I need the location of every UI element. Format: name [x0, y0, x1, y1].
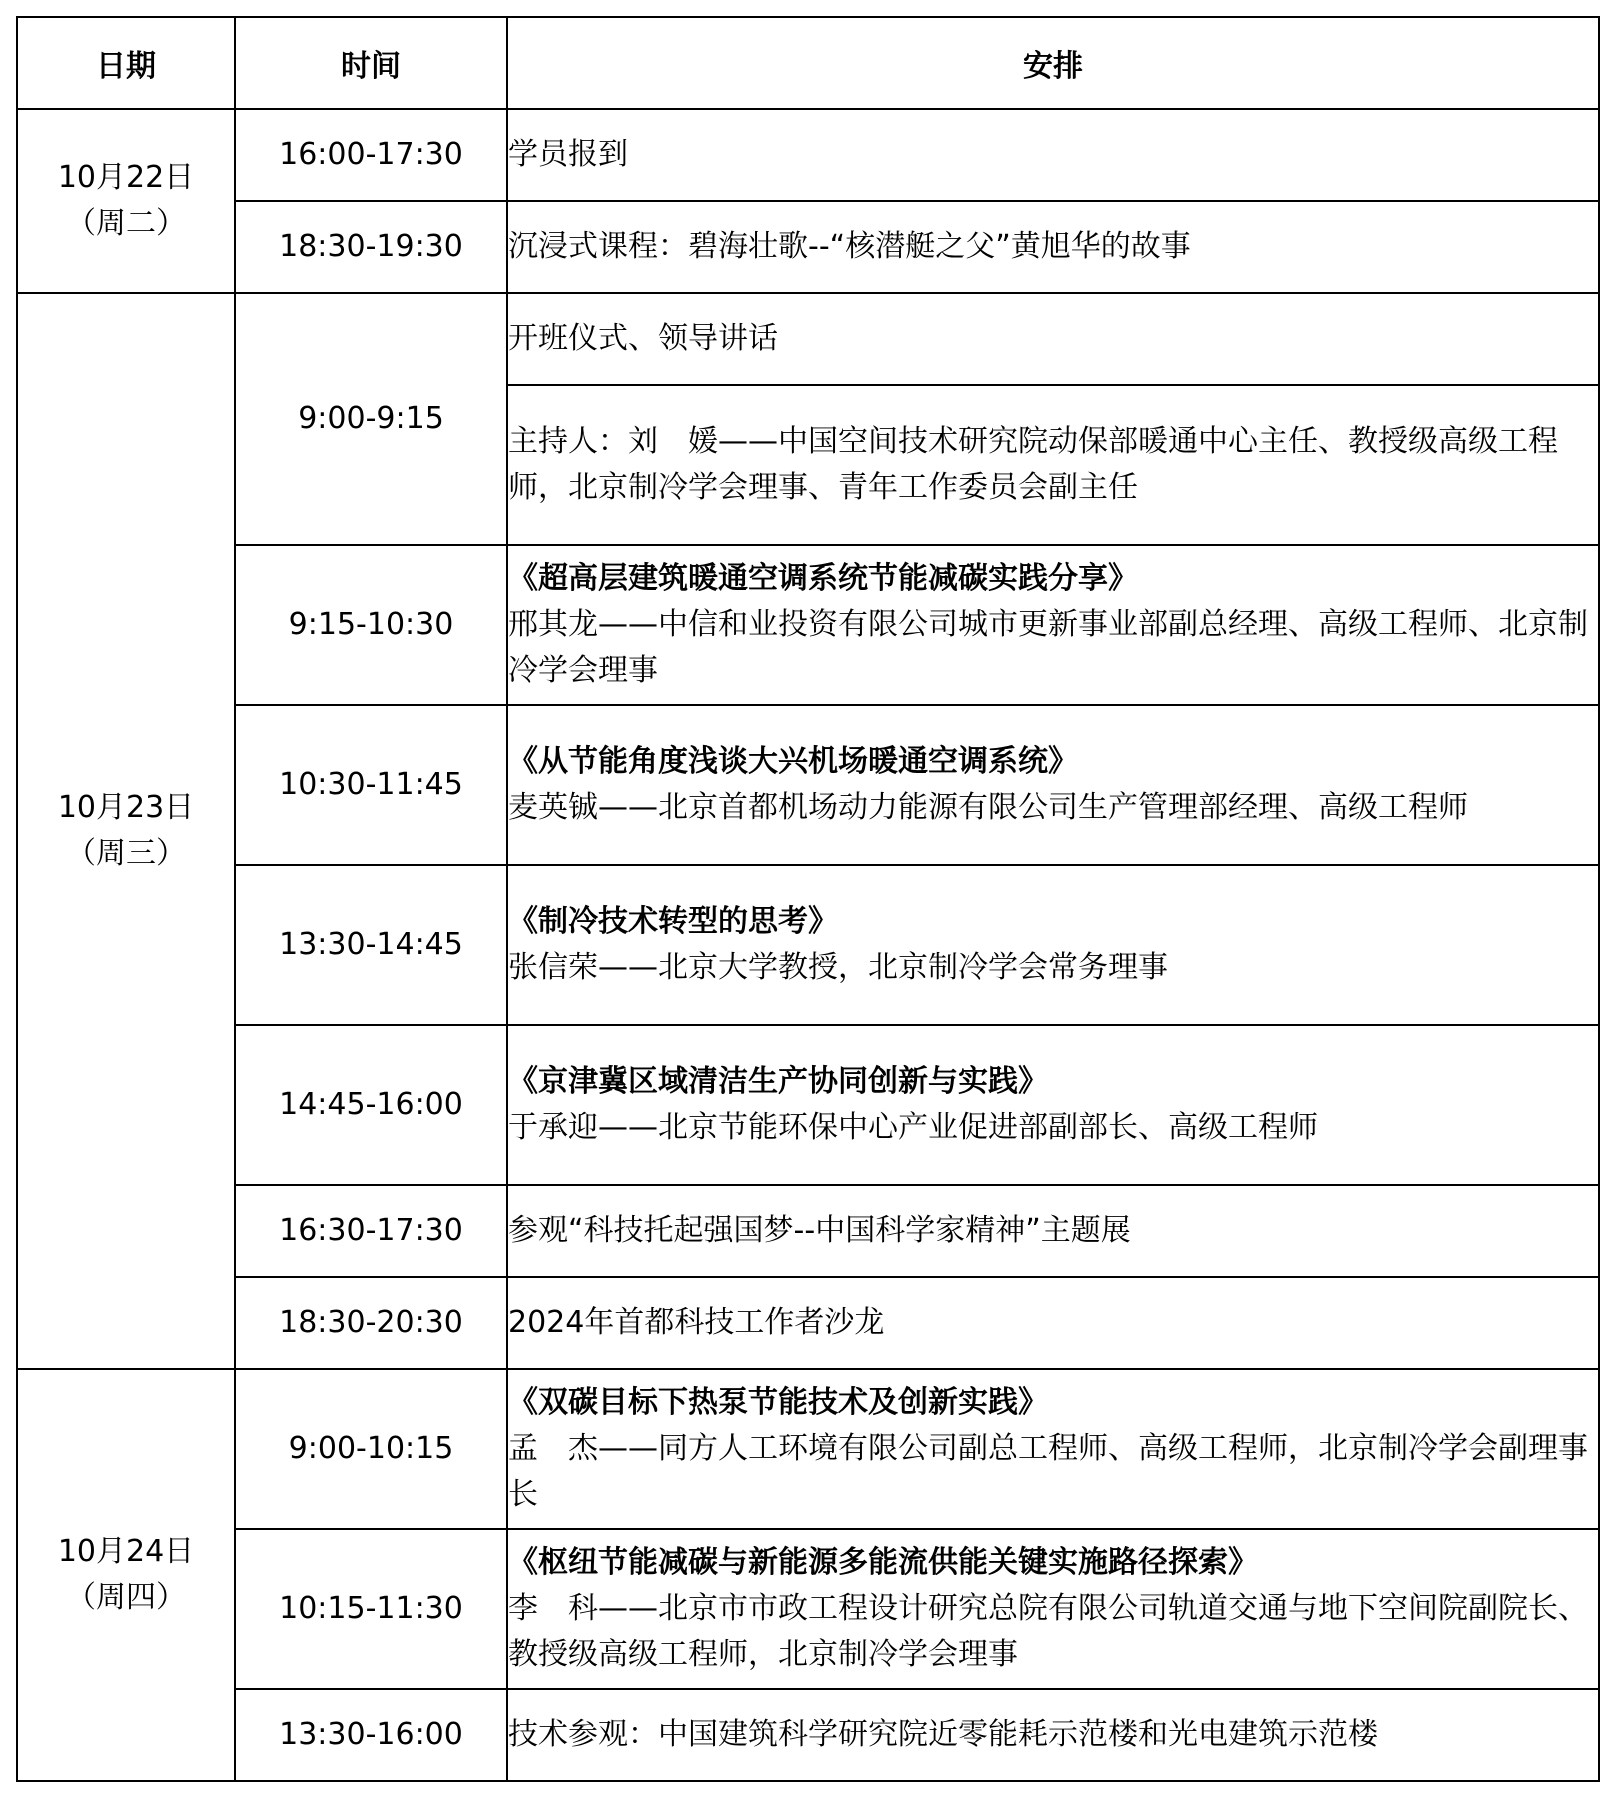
host-cell: 主持人：刘 媛——中国空间技术研究院动保部暖通中心主任、教授级高级工程师，北京制冷学会理事、青年工作委员会副主任 — [507, 385, 1599, 545]
table-row — [17, 545, 1599, 705]
talk-speaker: 邢其龙——中信和业投资有限公司城市更新事业部副总经理、高级工程师、北京制冷学会理事 — [508, 607, 1588, 688]
table-row — [17, 201, 1599, 293]
talk-title: 《从节能角度浅谈大兴机场暖通空调系统》 — [508, 744, 1078, 779]
time-cell: 16:30-17:30 — [235, 1185, 507, 1277]
talk-speaker: 李 科——北京市市政工程设计研究总院有限公司轨道交通与地下空间院副院长、教授级高级工程师，北京制冷学会理事 — [508, 1591, 1588, 1672]
date-text: 10月24日 — [57, 1534, 195, 1569]
talk-cell — [507, 865, 1599, 1025]
table-row — [17, 109, 1599, 201]
date-text: 10月23日 — [57, 790, 195, 825]
talk-cell — [507, 1369, 1599, 1529]
talk-cell — [507, 705, 1599, 865]
time-cell: 9:15-10:30 — [235, 545, 507, 705]
table-row — [17, 865, 1599, 1025]
date-cell — [17, 293, 235, 1369]
time-cell: 13:30-14:45 — [235, 865, 507, 1025]
time-cell: 13:30-16:00 — [235, 1689, 507, 1781]
talk-speaker: 张信荣——北京大学教授，北京制冷学会常务理事 — [508, 950, 1168, 985]
arrangement-cell: 参观“科技托起强国梦--中国科学家精神”主题展 — [507, 1185, 1599, 1277]
talk-speaker: 孟 杰——同方人工环境有限公司副总工程师、高级工程师，北京制冷学会副理事长 — [508, 1431, 1588, 1512]
talk-cell — [507, 545, 1599, 705]
arrangement-cell: 技术参观：中国建筑科学研究院近零能耗示范楼和光电建筑示范楼 — [507, 1689, 1599, 1781]
talk-title: 《枢纽节能减碳与新能源多能流供能关键实施路径探索》 — [508, 1545, 1258, 1580]
talk-title: 《双碳目标下热泵节能技术及创新实践》 — [508, 1385, 1048, 1420]
table-row — [17, 705, 1599, 865]
table-row — [17, 1529, 1599, 1689]
talk-speaker: 麦英铖——北京首都机场动力能源有限公司生产管理部经理、高级工程师 — [508, 790, 1468, 825]
arrangement-cell: 学员报到 — [507, 109, 1599, 201]
time-cell: 9:00-10:15 — [235, 1369, 507, 1529]
arrangement-cell: 2024年首都科技工作者沙龙 — [507, 1277, 1599, 1369]
talk-cell — [507, 1025, 1599, 1185]
table-row — [17, 1277, 1599, 1369]
weekday-text: （周三） — [66, 836, 186, 871]
weekday-text: （周二） — [66, 206, 186, 241]
time-cell: 10:30-11:45 — [235, 705, 507, 865]
talk-title: 《京津冀区域清洁生产协同创新与实践》 — [508, 1064, 1048, 1099]
header-arrangement: 安排 — [507, 17, 1599, 109]
talk-speaker: 于承迎——北京节能环保中心产业促进部副部长、高级工程师 — [508, 1110, 1318, 1145]
header-time: 时间 — [235, 17, 507, 109]
table-row — [17, 1689, 1599, 1781]
arrangement-cell: 沉浸式课程：碧海壮歌--“核潜艇之父”黄旭华的故事 — [507, 201, 1599, 293]
date-cell — [17, 1369, 235, 1781]
schedule-table — [16, 16, 1600, 1782]
time-cell: 10:15-11:30 — [235, 1529, 507, 1689]
date-cell — [17, 109, 235, 293]
time-cell: 18:30-19:30 — [235, 201, 507, 293]
header-row — [17, 17, 1599, 109]
talk-cell — [507, 1529, 1599, 1689]
header-date: 日期 — [17, 17, 235, 109]
talk-title: 《制冷技术转型的思考》 — [508, 904, 838, 939]
time-cell: 16:00-17:30 — [235, 109, 507, 201]
table-row — [17, 1369, 1599, 1529]
table-row — [17, 293, 1599, 385]
weekday-text: （周四） — [66, 1580, 186, 1615]
time-cell: 9:00-9:15 — [235, 293, 507, 545]
time-cell: 14:45-16:00 — [235, 1025, 507, 1185]
arrangement-cell: 开班仪式、领导讲话 — [507, 293, 1599, 385]
time-cell: 18:30-20:30 — [235, 1277, 507, 1369]
date-text: 10月22日 — [57, 160, 195, 195]
talk-title: 《超高层建筑暖通空调系统节能减碳实践分享》 — [508, 561, 1138, 596]
table-row — [17, 1025, 1599, 1185]
table-row — [17, 1185, 1599, 1277]
